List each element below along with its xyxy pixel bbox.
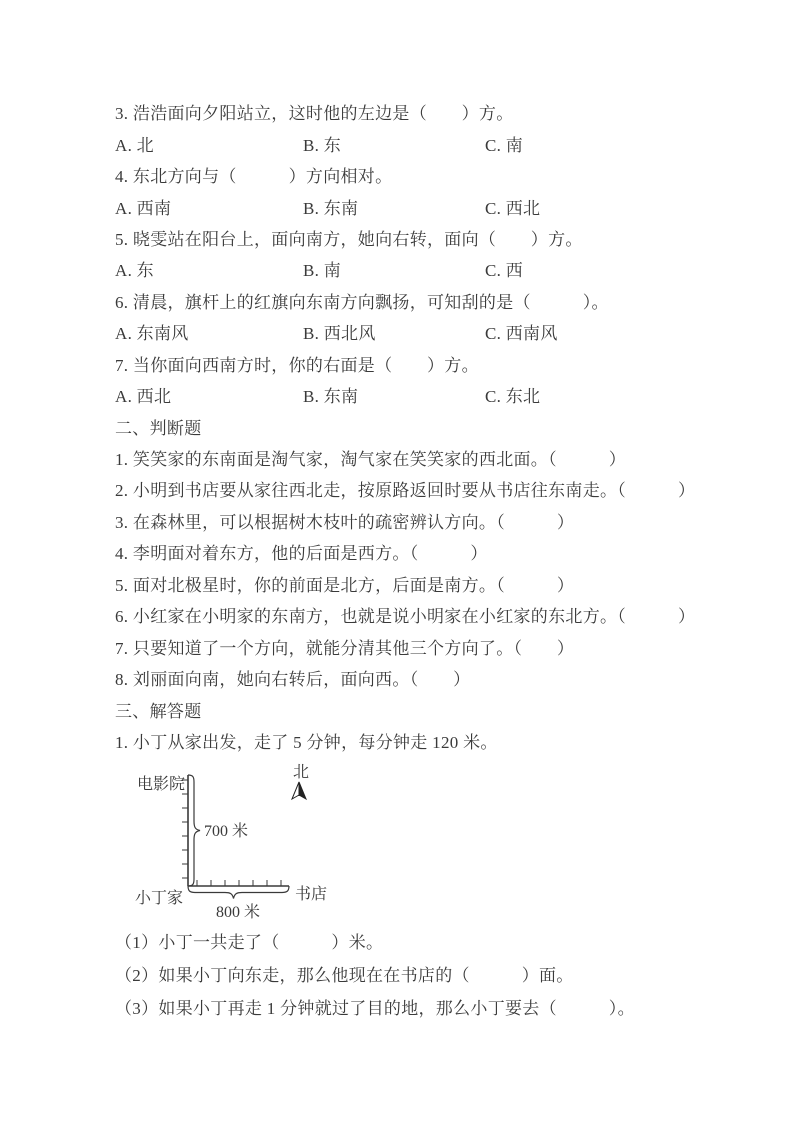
north-label: 北: [292, 764, 310, 782]
cinema-label: 电影院: [136, 776, 185, 794]
option-b: B. 西北风: [303, 324, 376, 344]
horizontal-brace: [188, 886, 289, 899]
judge-item-8: 8. 刘丽面向南，她向右转后，面向西。（ ）: [115, 670, 471, 690]
option-b: B. 东南: [303, 387, 359, 407]
solve-subquestion-2: （2）如果小丁向东走，那么他现在在书店的（ ）面。: [115, 966, 574, 986]
solve-subquestion-1: （1）小丁一共走了（ ）米。: [115, 933, 384, 953]
judge-item-5: 5. 面对北极星时，你的前面是北方，后面是南方。（ ）: [115, 575, 575, 595]
vertical-brace: [188, 775, 200, 886]
option-c: C. 东北: [485, 387, 541, 407]
option-b: B. 东: [303, 135, 342, 155]
horizontal-road-ticks: [197, 880, 281, 886]
option-a: A. 东南风: [115, 324, 189, 344]
horizontal-distance-label: 800 米: [215, 904, 261, 922]
solve-section-heading: 三、解答题: [115, 701, 202, 721]
choice-question-4: 4. 东北方向与（ ）方向相对。: [115, 167, 393, 187]
vertical-road-ticks: [182, 780, 188, 878]
option-a: A. 西北: [115, 387, 172, 407]
option-b: B. 东南: [303, 198, 359, 218]
north-arrow-icon: [292, 782, 306, 799]
worksheet-content: [115, 96, 696, 1023]
option-a: A. 西南: [115, 198, 172, 218]
choice-question-7: 7. 当你面向西南方时，你的右面是（ ）方。: [115, 355, 479, 375]
solve-subquestion-3: （3）如果小丁再走 1 分钟就过了目的地，那么小丁要去（ ）。: [115, 999, 635, 1019]
option-c: C. 南: [485, 135, 524, 155]
judge-item-7: 7. 只要知道了一个方向，就能分清其他三个方向了。（ ）: [115, 638, 575, 658]
option-c: C. 西南风: [485, 324, 558, 344]
choice-question-5: 5. 晓雯站在阳台上，面向南方，她向右转，面向（ ）方。: [115, 229, 583, 249]
option-a: A. 北: [115, 135, 154, 155]
map-diagram-svg: [117, 758, 427, 922]
option-a: A. 东: [115, 261, 154, 281]
home-label: 小丁家: [134, 890, 183, 908]
judge-item-1: 1. 笑笑家的东南面是淘气家，淘气家在笑笑家的西北面。（ ）: [115, 450, 627, 470]
option-b: B. 南: [303, 261, 342, 281]
choice-options-5: [115, 253, 693, 284]
judge-section-heading: 二、判断题: [115, 418, 202, 438]
choice-question-3: 3. 浩浩面向夕阳站立，这时他的左边是（ ）方。: [115, 104, 514, 124]
solve-question-intro: 1. 小丁从家出发，走了 5 分钟，每分钟走 120 米。: [115, 732, 498, 752]
option-c: C. 西: [485, 261, 524, 281]
bookstore-label: 书店: [295, 886, 328, 904]
choice-options-4: [115, 190, 693, 221]
choice-options-6: [115, 316, 693, 347]
choice-question-6: 6. 清晨，旗杆上的红旗向东南方向飘扬，可知刮的是（ ）。: [115, 292, 609, 312]
choice-options-3: [115, 127, 693, 158]
vertical-distance-label: 700 米: [204, 823, 249, 841]
judge-item-4: 4. 李明面对着东方，他的后面是西方。（ ）: [115, 544, 488, 564]
judge-item-6: 6. 小红家在小明家的东南方，也就是说小明家在小红家的东北方。（ ）: [115, 607, 696, 627]
judge-item-2: 2. 小明到书店要从家往西北走，按原路返回时要从书店往东南走。（ ）: [115, 481, 696, 501]
judge-item-3: 3. 在森林里，可以根据树木枝叶的疏密辨认方向。（ ）: [115, 512, 575, 532]
map-diagram: [115, 758, 693, 924]
choice-options-7: [115, 379, 693, 410]
option-c: C. 西北: [485, 198, 541, 218]
